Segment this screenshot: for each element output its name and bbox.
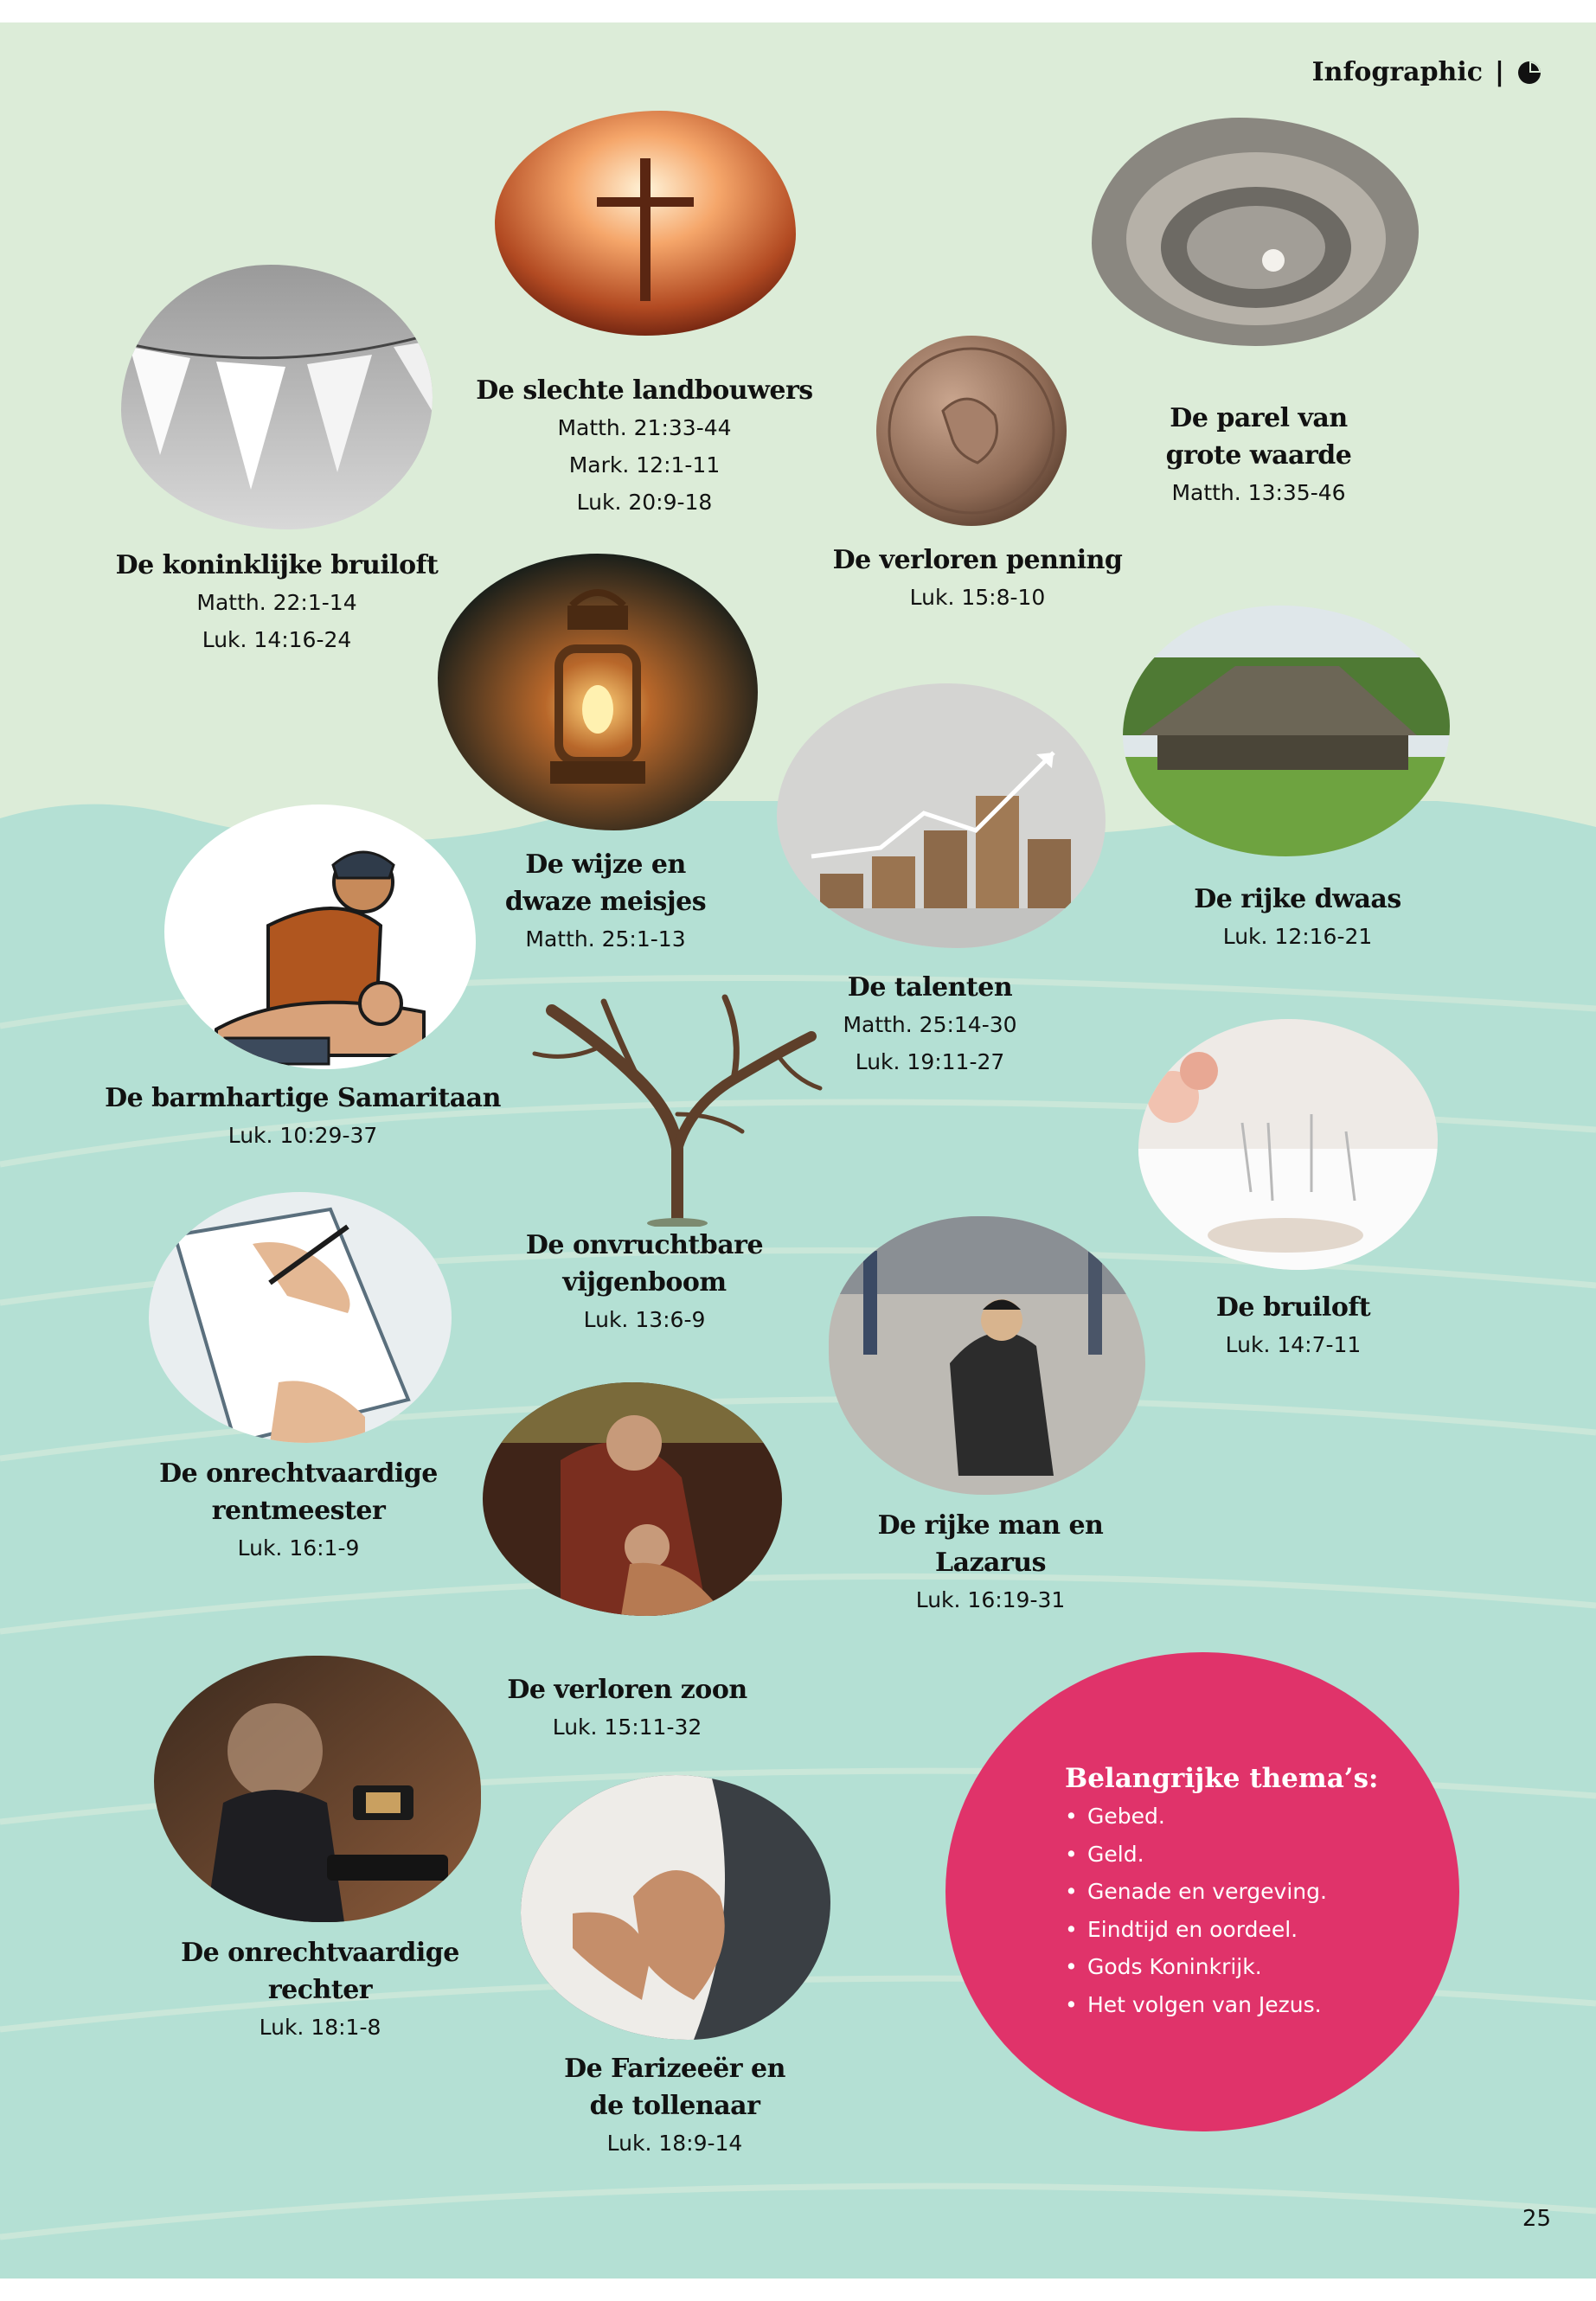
parable-reference: Luk. 15:11-32 [552,1715,702,1740]
theme-item: • Eindtijd en oordeel. [1065,1911,1378,1949]
parable-title: De rijke dwaas [1194,884,1401,914]
parable-title: De wijze en dwaze meisjes [504,849,707,917]
parable-title: De slechte landbouwers [476,375,813,406]
parable-barmhartige-samaritaan [95,1080,510,1154]
barn-in-field-image [1123,606,1450,856]
page-number: 25 [1522,2206,1551,2232]
parable-wijze-dwaze-meisjes [433,846,779,958]
parable-parel-grote-waarde [1081,400,1436,511]
parable-title: De onvruchtbare vijgenboom [525,1230,764,1298]
parable-title: De parel van grote waarde [1165,403,1352,471]
parable-reference: Luk. 13:6-9 [583,1307,706,1332]
parable-reference: Matth. 25:14-30 [843,1012,1017,1037]
parable-reference: Luk. 20:9-18 [576,490,713,515]
parable-rijke-man-lazarus [848,1507,1133,1618]
bare-tree-image [517,984,829,1227]
parable-title: De verloren penning [832,545,1123,575]
bottom-margin [0,2279,1596,2301]
themes-circle [945,1652,1459,2131]
parable-onrechtvaardige-rechter [147,1934,493,2046]
parable-title: De rijke man en Lazarus [877,1510,1104,1578]
parable-reference: Matth. 22:1-14 [196,590,357,615]
praying-hands-image [521,1775,830,2040]
parable-reference: Mark. 12:1-11 [568,452,721,478]
parable-onvruchtbare-vijgenboom [484,1227,804,1338]
parable-reference: Luk. 16:1-9 [237,1535,360,1561]
clipboard-writing-image [149,1192,452,1443]
parable-onrechtvaardige-rentmeester [121,1455,476,1567]
parable-reference: Luk. 14:16-24 [202,627,352,652]
header-separator: | [1495,57,1504,87]
parable-title: De bruiloft [1215,1292,1371,1323]
parable-reference: Luk. 12:16-21 [1222,924,1373,949]
theme-item: • Geld. [1065,1836,1378,1874]
wedding-table-image [1138,1019,1438,1270]
parable-reference: Matth. 13:35-46 [1171,480,1346,505]
parable-reference: Luk. 18:1-8 [259,2015,381,2040]
parable-title: De barmhartige Samaritaan [105,1083,501,1113]
pie-chart-icon [1516,60,1542,86]
parable-title: De talenten [847,972,1013,1003]
themes-title: Belangrijke thema’s: [1065,1763,1379,1794]
parable-reference: Luk. 19:11-27 [855,1049,1005,1074]
parable-reference: Luk. 18:9-14 [606,2131,743,2156]
theme-item: • Het volgen van Jezus. [1065,1986,1378,2024]
parable-title: De onrechtvaardige rechter [181,1938,459,2005]
parable-title: De verloren zoon [507,1675,747,1705]
parable-reference: Matth. 21:33-44 [557,415,732,440]
coin-image [874,333,1069,529]
parable-koninklijke-bruiloft [87,547,467,658]
parable-farizeeer-tollenaar [519,2050,830,2162]
parable-title: De onrechtvaardige rentmeester [159,1458,438,1526]
parable-reference: Luk. 10:29-37 [228,1123,378,1148]
parable-reference: Matth. 25:1-13 [525,926,686,952]
themes-content [1065,1759,1378,2023]
parable-slechte-landbouwers [450,372,839,521]
parable-verloren-penning [813,542,1142,616]
top-margin [0,0,1596,22]
parable-rijke-dwaas [1125,881,1471,955]
parable-verloren-zoon [484,1671,770,1746]
parable-title: De Farizeeër en de tollenaar [564,2054,785,2121]
theme-item: • Gods Koninkrijk. [1065,1948,1378,1986]
themes-list [1065,1798,1378,2023]
parable-title: De koninklijke bruiloft [115,550,439,580]
theme-item: • Genade en vergeving. [1065,1873,1378,1911]
parable-reference: Luk. 14:7-11 [1225,1332,1362,1357]
section-header [1312,57,1542,87]
theme-item: • Gebed. [1065,1798,1378,1836]
section-label: Infographic [1311,57,1484,87]
parable-bruiloft [1142,1289,1445,1363]
parable-reference: Luk. 16:19-31 [915,1587,1066,1612]
bunting-flags-image [121,265,433,529]
parable-reference: Luk. 15:8-10 [909,585,1046,610]
